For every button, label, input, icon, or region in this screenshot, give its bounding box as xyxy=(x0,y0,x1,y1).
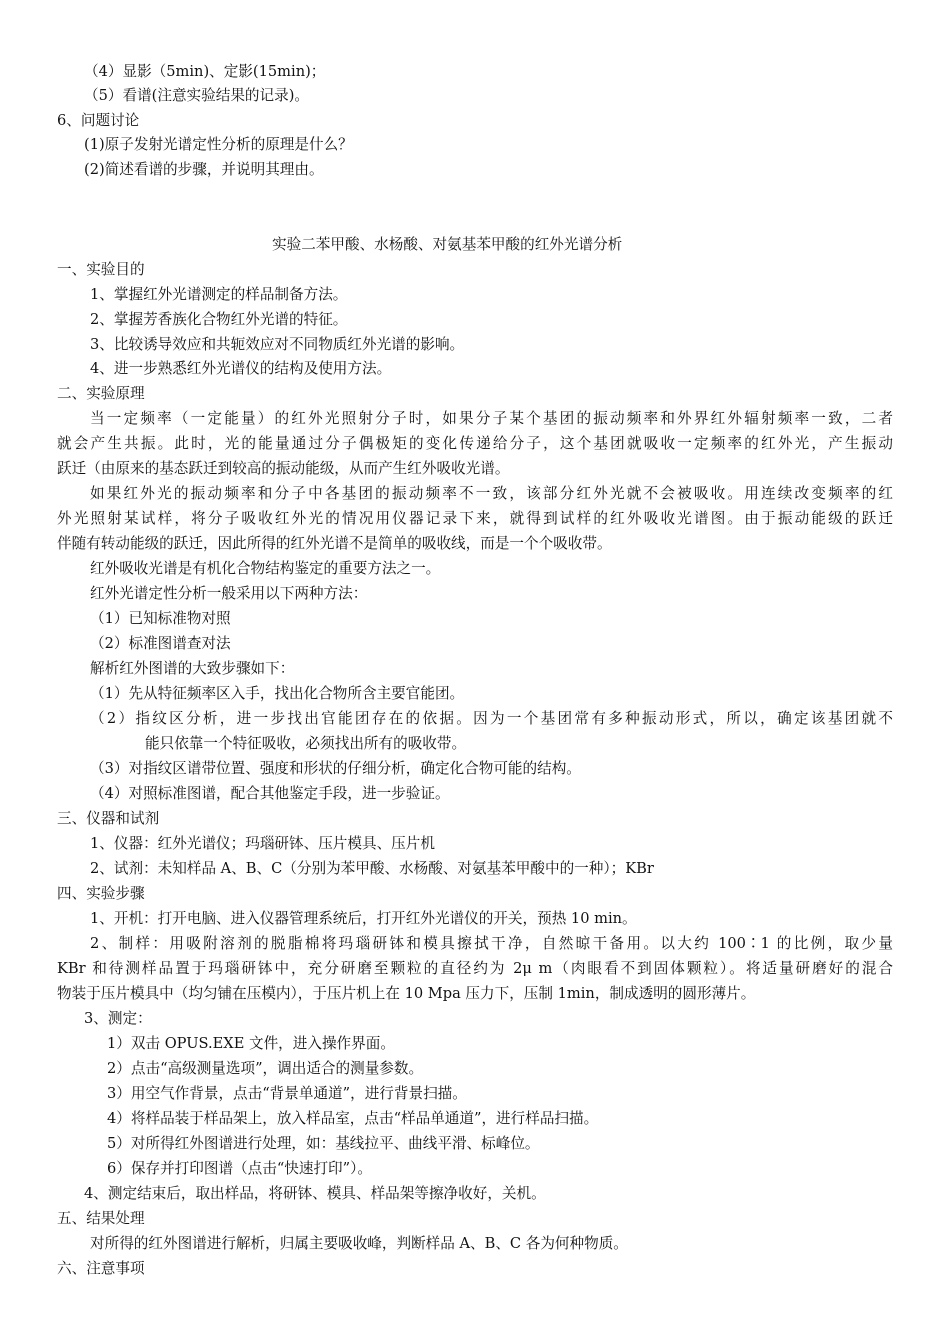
results-text: 对所得的红外图谱进行解析，归属主要吸收峰，判断样品 A、B、C 各为何种物质。 xyxy=(90,1235,628,1252)
instruments-item: 1、仪器：红外光谱仪；玛瑙研钵、压片模具、压片机 xyxy=(90,835,435,852)
section-principle-heading: 二、实验原理 xyxy=(57,385,145,402)
analysis-step-2-line-2: 能只依靠一个特征吸收，必须找出所有的吸收带。 xyxy=(145,735,467,752)
reagents-item: 2、试剂：未知样品 A、B、C（分别为苯甲酸、水杨酸、对氨基苯甲酸中的一种）；KBr xyxy=(90,860,654,877)
procedure-step-2-line-2: KBr 和待测样品置于玛瑙研钵中，充分研磨至颗粒的直径约为 2μ m（肉眼看不到固体颗粒）。将适量研磨好的混合 xyxy=(57,960,893,977)
procedure-step-4: 4、测定结束后，取出样品，将研钵、模具、样品架等擦净收好，关机。 xyxy=(84,1185,546,1202)
section-results-heading: 五、结果处理 xyxy=(57,1210,145,1227)
analysis-steps-intro: 解析红外图谱的大致步骤如下： xyxy=(90,660,295,677)
experiment-title: 实验二苯甲酸、水杨酸、对氨基苯甲酸的红外光谱分析 xyxy=(272,236,623,253)
method-2: （2）标准图谱查对法 xyxy=(90,635,231,652)
analysis-step-2-line-1: （2）指纹区分析，进一步找出官能团存在的依据。因为一个基团常有多种振动形式，所以，确定该基团就不 xyxy=(90,710,893,727)
step-develop-fix: （4）显影（5min)、定影(15min)； xyxy=(84,63,326,80)
method-1: （1）已知标准物对照 xyxy=(90,610,231,627)
measure-substep-2: 2）点击“高级测量选项”，调出适合的测量参数。 xyxy=(107,1060,424,1077)
analysis-step-1: （1）先从特征频率区入手，找出化合物所含主要官能团。 xyxy=(90,685,465,702)
principle-para-2-line-2: 外光照射某试样，将分子吸收红外光的情况用仪器记录下来，就得到试样的红外吸收光谱图。由于振动能级的跃迁 xyxy=(57,510,893,527)
purpose-item-3: 3、比较诱导效应和共轭效应对不同物质红外光谱的影响。 xyxy=(90,336,465,353)
measure-substep-4: 4）将样品装于样品架上，放入样品室，点击“样品单通道”，进行样品扫描。 xyxy=(107,1110,599,1127)
section-procedure-heading: 四、实验步骤 xyxy=(57,885,145,902)
principle-para-2-line-1: 如果红外光的振动频率和分子中各基团的振动频率不一致，该部分红外光就不会被吸收。用连续改变频率的红 xyxy=(90,485,893,502)
principle-para-1-line-3: 跃迁（由原来的基态跃迁到较高的振动能级，从而产生红外吸收光谱。 xyxy=(57,460,510,477)
section-instruments-heading: 三、仪器和试剂 xyxy=(57,810,160,827)
principle-para-3: 红外吸收光谱是有机化合物结构鉴定的重要方法之一。 xyxy=(90,560,441,577)
measure-substep-3: 3）用空气作背景，点击“背景单通道”，进行背景扫描。 xyxy=(107,1085,467,1102)
measure-substep-6: 6）保存并打印图谱（点击“快速打印”）。 xyxy=(107,1160,373,1177)
measure-substep-5: 5）对所得红外图谱进行处理，如：基线拉平、曲线平滑、标峰位。 xyxy=(107,1135,540,1152)
procedure-step-3-heading: 3、测定： xyxy=(84,1010,152,1027)
discussion-question-1: (1)原子发射光谱定性分析的原理是什么？ xyxy=(84,136,353,153)
section-notes-heading: 六、注意事项 xyxy=(57,1260,145,1277)
step-view-spectrum: （5）看谱(注意实验结果的记录)。 xyxy=(84,87,309,104)
purpose-item-2: 2、掌握芳香族化合物红外光谱的特征。 xyxy=(90,311,348,328)
purpose-item-4: 4、进一步熟悉红外光谱仪的结构及使用方法。 xyxy=(90,360,392,377)
principle-para-1-line-2: 就会产生共振。此时，光的能量通过分子偶极矩的变化传递给分子，这个基团就吸收一定频率的红外光，产生振动 xyxy=(57,435,893,452)
principle-para-2-line-3: 伴随有转动能级的跃迁，因此所得的红外光谱不是简单的吸收线，而是一个个吸收带。 xyxy=(57,535,612,552)
section-purpose-heading: 一、实验目的 xyxy=(57,261,145,278)
measure-substep-1: 1）双击 OPUS.EXE 文件，进入操作界面。 xyxy=(107,1035,395,1052)
principle-para-1-line-1: 当一定频率（一定能量）的红外光照射分子时，如果分子某个基团的振动频率和外界红外辐射频率一致，二者 xyxy=(90,410,893,427)
procedure-step-1: 1、开机：打开电脑、进入仪器管理系统后，打开红外光谱仪的开关，预热 10 min。 xyxy=(90,910,637,927)
procedure-step-2-line-1: 2、制样：用吸附溶剂的脱脂棉将玛瑙研钵和模具擦拭干净，自然晾干备用。以大约 100∶1 的比例，取少量 xyxy=(90,935,893,952)
purpose-item-1: 1、掌握红外光谱测定的样品制备方法。 xyxy=(90,286,348,303)
procedure-step-2-line-3: 物装于压片模具中（均匀铺在压模内），于压片机上在 10 Mpa 压力下，压制 1min，制成透明的圆形薄片。 xyxy=(57,985,756,1002)
principle-para-4: 红外光谱定性分析一般采用以下两种方法： xyxy=(90,585,368,602)
analysis-step-4: （4）对照标准图谱，配合其他鉴定手段，进一步验证。 xyxy=(90,785,450,802)
section-discussion-heading: 6、问题讨论 xyxy=(57,112,140,129)
discussion-question-2: (2)简述看谱的步骤，并说明其理由。 xyxy=(84,161,324,178)
analysis-step-3: （3）对指纹区谱带位置、强度和形状的仔细分析，确定化合物可能的结构。 xyxy=(90,760,581,777)
